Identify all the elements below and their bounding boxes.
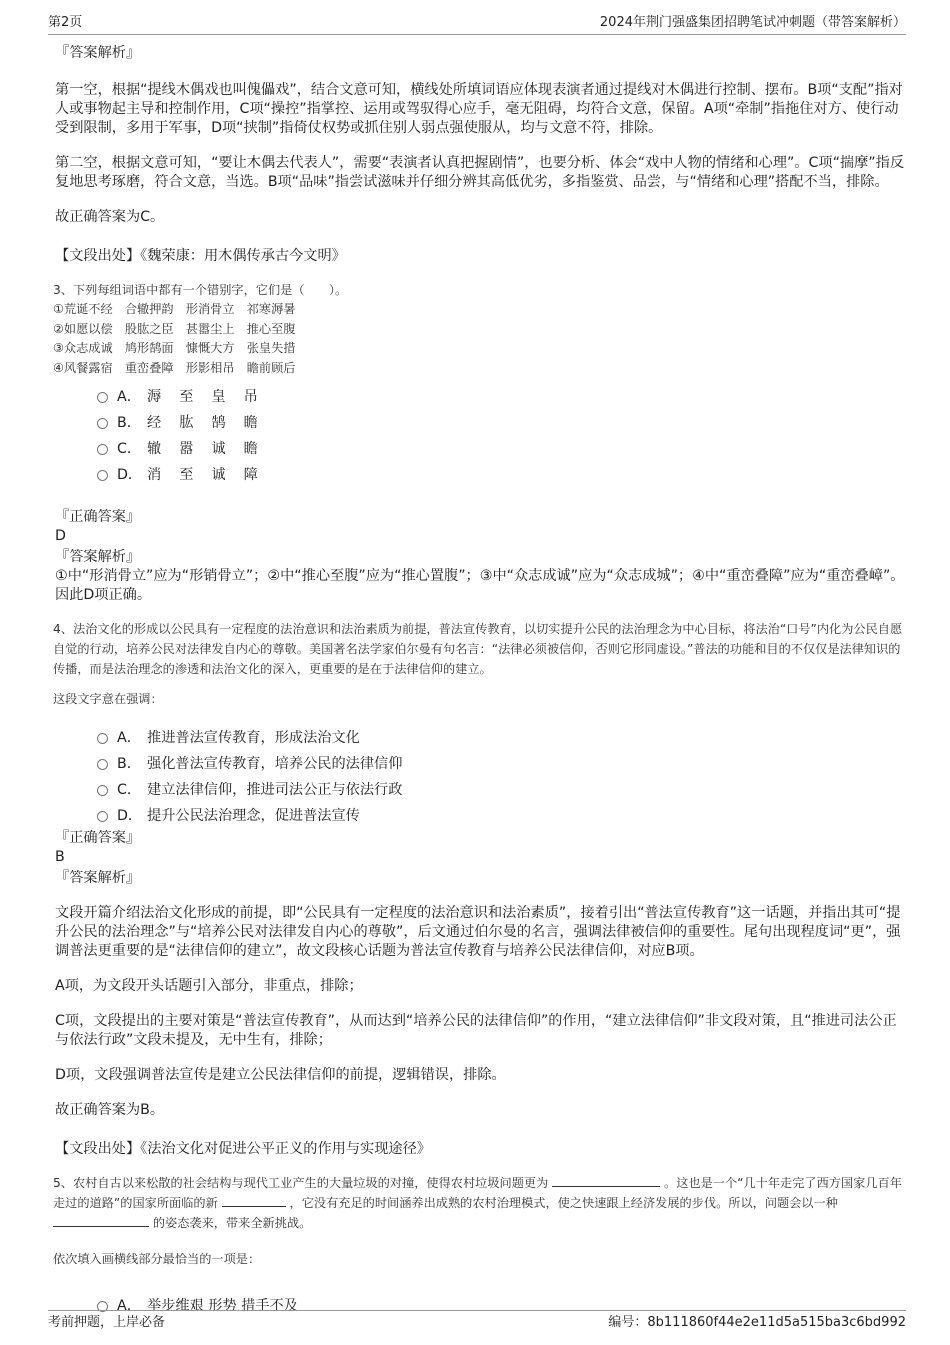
radio-icon[interactable]	[97, 392, 108, 403]
q4-analysis-label: 『答案解析』	[55, 870, 141, 886]
option-text: 强化普法宣传教育，培养公民的法律信仰	[147, 756, 403, 772]
option-text: 辙嚣诚瞻	[147, 441, 276, 457]
radio-icon[interactable]	[97, 418, 108, 429]
q4-source: 【文段出处】《法治文化对促进公平正义的作用与实现途径》	[55, 1141, 431, 1157]
fill-blank-2[interactable]	[222, 1193, 286, 1207]
radio-icon[interactable]	[97, 733, 108, 744]
q3-option-b[interactable]	[97, 410, 905, 436]
option-letter: B．	[117, 756, 141, 772]
q4-conclusion: 故正确答案为B。	[55, 1102, 165, 1118]
q4-option-b[interactable]	[97, 751, 905, 777]
q3-answer-label: 『正确答案』	[55, 509, 141, 525]
q4-analysis-p3: C项，文段提出的主要对策是“普法宣传教育”，从而达到“培养公民的法律信仰”的作用，“建立法律信仰”非文段对策，且“推进司法公正与依法行政”文段未提及，无中生有，排除；	[55, 1013, 897, 1048]
q3-group-1: ①荒诞不经 合辙押韵 形消骨立 祁寒溽暑	[53, 302, 296, 316]
page-header	[48, 14, 906, 35]
radio-icon[interactable]	[97, 785, 108, 796]
q4-question: 这段文字意在强调：	[53, 692, 163, 706]
radio-icon[interactable]	[97, 759, 108, 770]
option-letter: A．	[117, 1298, 141, 1314]
option-letter: D．	[117, 467, 143, 483]
fill-blank-3[interactable]	[53, 1213, 149, 1227]
option-text: 建立法律信仰，推进司法公正与依法行政	[147, 782, 403, 798]
q3-analysis-label: 『答案解析』	[55, 549, 141, 565]
q4-stem: 4、法治文化的形成以公民具有一定程度的法治意识和法治素质为前提，普法宣传教育，以切实提升公民的法治理念为中心目标，将法治“口号”内化为公民自愿自觉的行动，培养公民对法律发自内心的尊敬。美国著名法学家伯尔曼有句名言：“法律必须被信仰，否则它形同虚设。”普法的功能和目的不仅仅是法律知识的传播，而是法治理念的渗透和法治文化的深入，更重要的是在于法律信仰的建立。	[53, 622, 903, 676]
q5-question: 依次填入画横线部分最恰当的一项是：	[53, 1252, 261, 1266]
q2-conclusion: 故正确答案为C。	[55, 209, 165, 225]
option-text: 推进普法宣传教育，形成法治文化	[147, 730, 360, 746]
option-text: 举步维艰 形势 措手不及	[147, 1298, 298, 1314]
option-letter: A．	[117, 730, 141, 746]
option-letter: C．	[117, 441, 142, 457]
q3-options	[55, 384, 905, 488]
radio-icon[interactable]	[97, 444, 108, 455]
option-text: 经肱鹄瞻	[147, 415, 276, 431]
q4-option-a[interactable]	[97, 725, 905, 751]
q4-answer-label: 『正确答案』	[55, 830, 141, 846]
q2-source: 【文段出处】《魏荣康：用木偶传承古今文明》	[55, 248, 346, 264]
q5-stem-part-4: 的姿态袭来，带来全新挑战。	[152, 1216, 312, 1230]
q4-answer: B	[55, 849, 65, 865]
q3-stem: 3、下列每组词语中都有一个错别字，它们是（ ）。	[53, 283, 348, 297]
footer-slogan: 考前押题，上岸必备	[48, 1315, 166, 1330]
fill-blank-1[interactable]	[552, 1173, 660, 1187]
q5-stem-part-1: 5、农村自古以来松散的社会结构与现代工业产生的大量垃圾的对撞，使得农村垃圾问题更为	[53, 1176, 549, 1190]
page-content	[55, 44, 905, 1319]
q3-group-3: ③众志成诚 鸠形鹄面 慷慨大方 张皇失措	[53, 341, 296, 355]
q4-option-d[interactable]	[97, 803, 905, 829]
radio-icon[interactable]	[97, 811, 108, 822]
q4-options	[55, 725, 905, 829]
q3-option-d[interactable]	[97, 462, 905, 488]
q3-group-4: ④风餐露宿 重峦叠障 形影相吊 瞻前顾后	[53, 360, 296, 375]
q3-analysis: ①中“形消骨立”应为“形销骨立”；②中“推心至腹”应为“推心置腹”；③中“众志成诚”应为“众志成城”；④中“重峦叠障”应为“重峦叠嶂”。因此D项正确。	[55, 568, 905, 603]
q3-answer: D	[55, 528, 66, 544]
option-text: 消至诚障	[147, 467, 276, 483]
option-letter: A．	[117, 389, 141, 405]
page-number: 第2页	[48, 15, 83, 30]
q4-analysis-p2: A项，为文段开头话题引入部分，非重点，排除；	[55, 978, 363, 994]
q2-analysis-p1: 第一空，根据“提线木偶戏也叫傀儡戏”，结合文意可知，横线处所填词语应体现表演者通过提线对木偶进行控制、摆布。B项“支配”指对人或事物起主导和控制作用，C项“操控”指掌控、运用或驾驭得心应手，毫无阻碍，均符合文意，保留。A项“牵制”指拖住对方、使行动受到限制，多用于军事，D项“挟制”指倚仗权势或抓住别人弱点强使服从，均与文意不符，排除。	[55, 82, 903, 136]
q4-analysis-p4: D项，文段强调普法宣传是建立公民法律信仰的前提，逻辑错误，排除。	[55, 1067, 506, 1083]
option-letter: B．	[117, 415, 141, 431]
q3-option-a[interactable]	[97, 384, 905, 410]
q3-group-2: ②如愿以偿 股肱之臣 甚嚣尘上 推心至腹	[53, 321, 296, 336]
option-letter: D．	[117, 808, 143, 824]
q5-stem	[53, 1173, 905, 1233]
q5-stem-part-2: 。这也是一个“几十年走完了西方国家几百年走过的道路”的国家所面临的新	[53, 1176, 902, 1210]
option-text: 溽至皇吊	[147, 389, 276, 405]
option-letter: C．	[117, 782, 142, 798]
q2-analysis-p2: 第二空，根据文意可知，“要让木偶去代表人”，需要“表演者认真把握剧情”，也要分析、体会“戏中人物的情绪和心理”。C项“揣摩”指反复地思考琢磨，符合文意，当选。B项“品味”指尝试滋味并仔细分辨其高低优劣，多指鉴赏、品尝，与“情绪和心理”搭配不当，排除。	[55, 155, 905, 190]
q5-stem-part-3: ，它没有充足的时间涵养出成熟的农村治理模式，使之快速跟上经济发展的步伐。所以，问题会以一种	[289, 1196, 838, 1210]
q4-analysis-p1: 文段开篇介绍法治文化形成的前提，即“公民具有一定程度的法治意识和法治素质”，接着引出“普法宣传教育”这一话题，并指出其可“提升公民的法治理念”与“培养公民对法律发自内心的尊敬”，后文通过伯尔曼的名言，强调法律被信仰的重要性。尾句出现程度词“更”，强调普法更重要的是“法律信仰的建立”，故文段核心话题为普法宣传教育与培养公民法律信仰，对应B项。	[55, 905, 901, 959]
q4-option-c[interactable]	[97, 777, 905, 803]
document-id: 编号：8b111860f44e2e11d5a515ba3c6bd992	[608, 1315, 906, 1330]
page-footer	[48, 1310, 906, 1333]
q2-analysis-label: 『答案解析』	[55, 45, 141, 61]
radio-icon[interactable]	[97, 470, 108, 481]
q3-option-c[interactable]	[97, 436, 905, 462]
option-text: 提升公民法治理念，促进普法宣传	[147, 808, 360, 824]
document-title: 2024年荆门强盛集团招聘笔试冲刺题（带答案解析）	[599, 15, 906, 30]
